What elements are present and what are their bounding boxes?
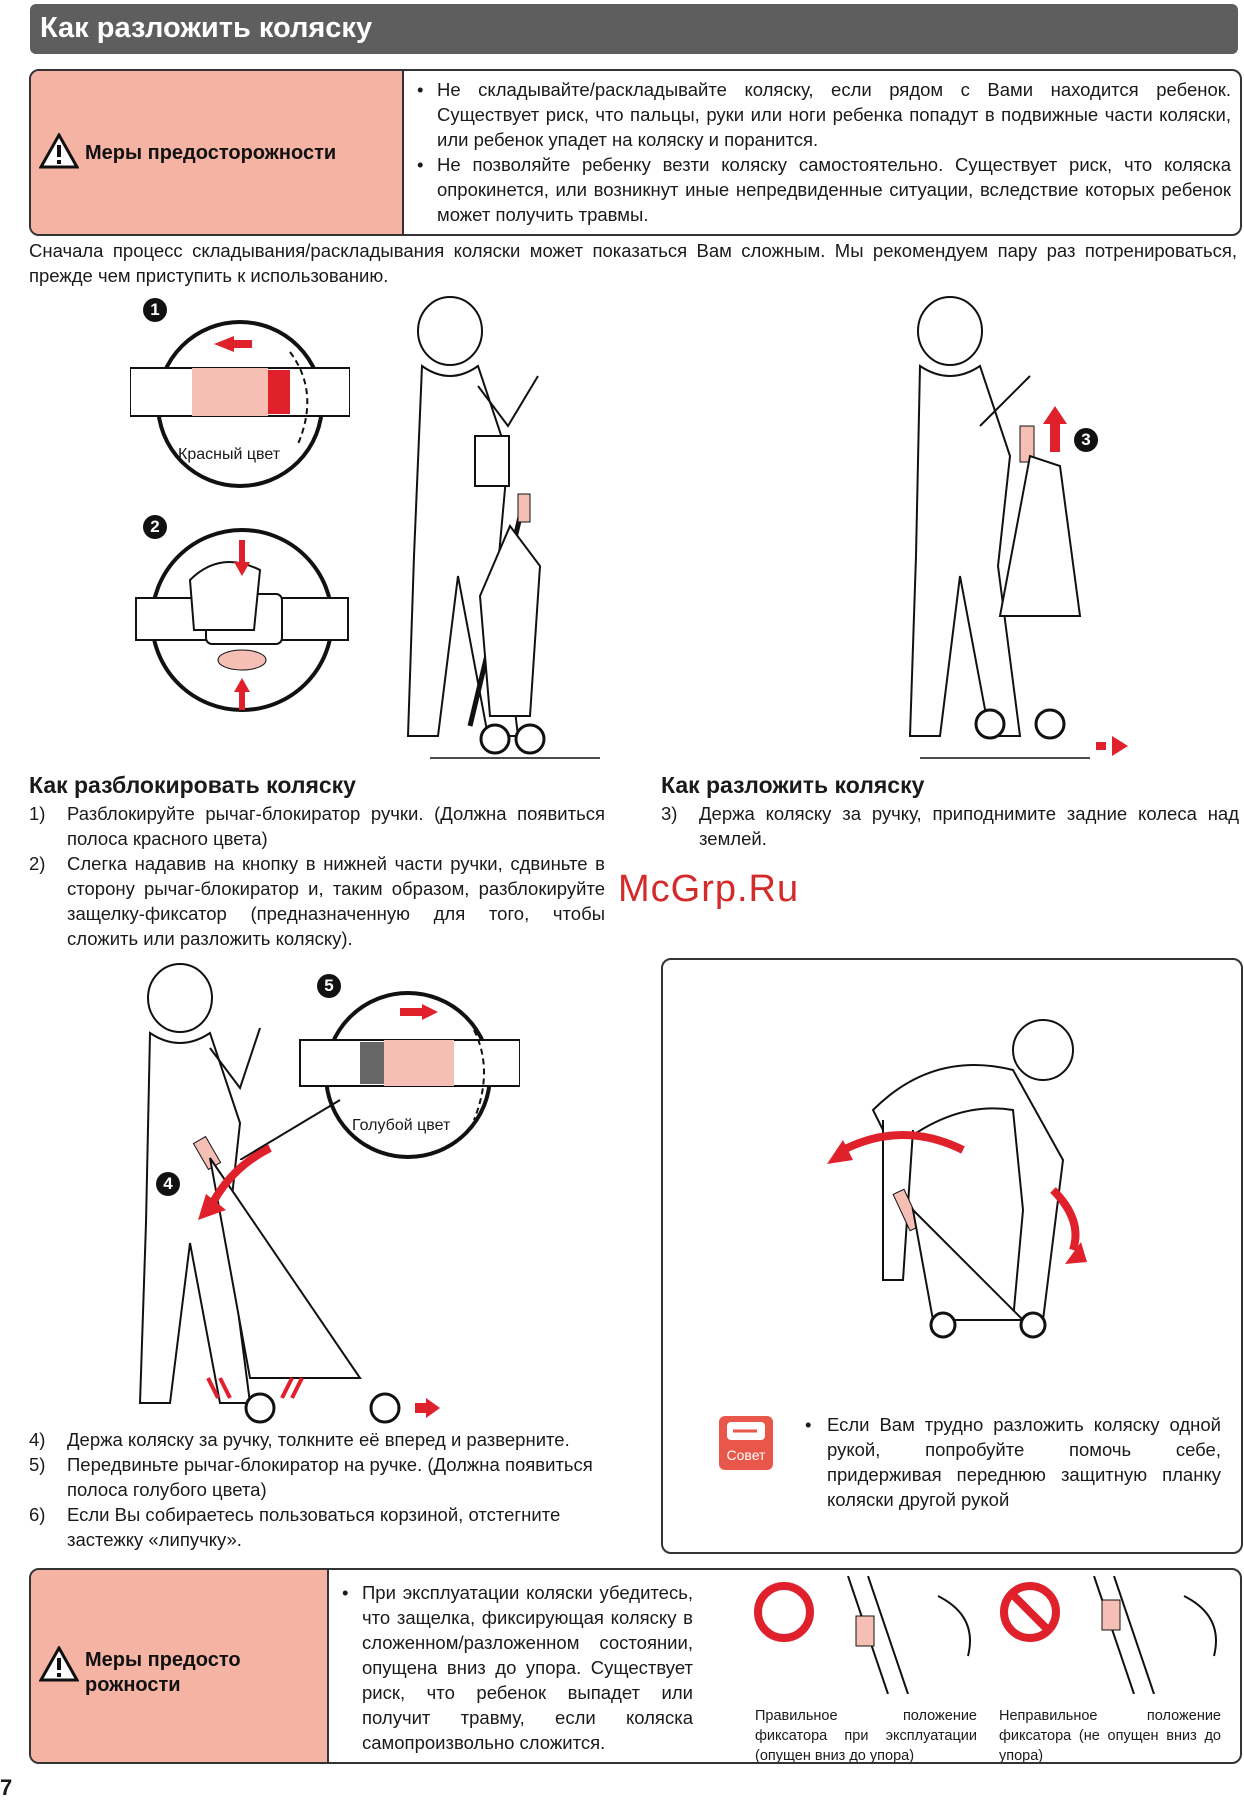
step-number: 4) bbox=[29, 1429, 46, 1450]
caution-item: • При эксплуатации коляски убедитесь, что защелка, фиксирующая коляску в сложенном/разложенном состоянии, опущена вниз до упора. Существует риск, что ребенок выпадет или получит травму, если коляска самопроизвольно сложится. bbox=[336, 1580, 693, 1755]
intro-text: Сначала процесс складывания/раскладывания коляски может показаться Вам сложным. Мы рекомендуем пару раз потренироваться, прежде чем приступить к использованию. bbox=[29, 240, 1237, 286]
caution-list bbox=[336, 1580, 693, 1755]
step-text: Слегка надавив на кнопку в нижней части ручки, сдвиньте в сторону рычаг-блокиратор и, таким образом, разблокируйте защелку-фиксатор (предназначенную для того, чтобы сложить или разложить коляску). bbox=[67, 853, 605, 949]
step-number: 6) bbox=[29, 1504, 46, 1525]
wrong-position-figure bbox=[994, 1576, 1234, 1694]
tip-box bbox=[661, 958, 1243, 1554]
step-1-marker: 1 bbox=[143, 298, 167, 322]
correct-position-figure bbox=[748, 1576, 988, 1694]
person-bending-stroller-figure bbox=[813, 990, 1113, 1340]
caution-label: Меры предосторожности bbox=[85, 142, 337, 164]
page-number: 7 bbox=[0, 1775, 13, 1800]
red-band-label: Красный цвет bbox=[178, 446, 281, 463]
pointing-hand-icon bbox=[719, 1416, 773, 1446]
caution-item: • Не складывайте/раскладывайте коляску, если рядом с Вами находится ребенок. Существует риск, что пальцы, руки или ноги ребенка попадут в подвижные части коляски, или ребенок упадет на коляску и поранится. bbox=[411, 77, 1231, 152]
tip-text: Если Вам трудно разложить коляску одной рукой, попробуйте помочь себе, придерживая переднюю защитную планку коляски другой рукой bbox=[827, 1414, 1221, 1510]
step-number: 2) bbox=[29, 853, 46, 874]
warning-icon bbox=[39, 133, 79, 169]
page-title-bar bbox=[30, 4, 1238, 54]
wrong-position-caption: Неправильное положение фиксатора (не опущен вниз до упора) bbox=[999, 1708, 1221, 1764]
step-number: 3) bbox=[661, 803, 678, 824]
step-text: Держа коляску за ручку, приподнимите задние колеса над землей. bbox=[699, 803, 1239, 849]
tip-item bbox=[801, 1412, 1221, 1512]
step-text: Передвиньте рычаг-блокиратор на ручке. (Должна появиться полоса голубого цвета) bbox=[67, 1454, 593, 1500]
step-3-marker: 3 bbox=[1074, 428, 1098, 452]
step-2-marker: 2 bbox=[143, 515, 167, 539]
caution-item: • Не позволяйте ребенку везти коляску самостоятельно. Существует риск, что коляска опрокинется, или возникнут иные непредвиденные ситуации, вследствие которых ребенок может получить травмы. bbox=[411, 152, 1231, 227]
step-item bbox=[29, 1502, 619, 1552]
watermark-text: McGrp.Ru bbox=[618, 868, 800, 910]
button-press-detail-figure bbox=[130, 520, 360, 720]
caution-label-line: рожности bbox=[85, 1674, 181, 1696]
step-number: 5) bbox=[29, 1454, 46, 1475]
step-item bbox=[29, 1427, 619, 1452]
tip-list bbox=[801, 1412, 1221, 1512]
step-4-marker: 4 bbox=[156, 1172, 180, 1196]
caution-list bbox=[411, 77, 1231, 227]
blue-band-label: Голубой цвет bbox=[352, 1117, 451, 1134]
tip-badge-label: Совет bbox=[726, 1447, 766, 1463]
step-text: Держа коляску за ручку, толкните её вперед и разверните. bbox=[67, 1429, 570, 1450]
step-number: 1) bbox=[29, 803, 46, 824]
correct-position-caption: Правильное положение фиксатора при эксплуатации (опущен вниз до упора) bbox=[755, 1708, 977, 1764]
caution-label bbox=[85, 1648, 241, 1698]
step-item bbox=[661, 801, 1239, 851]
step-item bbox=[29, 801, 605, 851]
handle-lock-detail-figure bbox=[130, 320, 350, 492]
tip-badge bbox=[719, 1416, 773, 1470]
unfold-steps bbox=[661, 801, 1239, 851]
step-item bbox=[29, 1452, 619, 1502]
step-text: Разблокируйте рычаг-блокиратор ручки. (Должна появиться полоса красного цвета) bbox=[67, 803, 605, 849]
lower-steps bbox=[29, 1427, 619, 1552]
caution-label-line: Меры предосто bbox=[85, 1649, 241, 1671]
unlock-heading: Как разблокировать коляску bbox=[29, 772, 356, 798]
unlock-steps bbox=[29, 801, 605, 951]
caution-box-bottom bbox=[29, 1568, 1242, 1764]
step-text: Если Вы собираетесь пользоваться корзиной, отстегните застежку «липучку». bbox=[67, 1504, 561, 1550]
page-title: Как разложить коляску bbox=[40, 12, 373, 44]
person-with-folded-stroller-figure bbox=[400, 296, 600, 766]
warning-icon bbox=[39, 1646, 79, 1682]
caution-box-top bbox=[29, 69, 1242, 236]
unfold-heading: Как разложить коляску bbox=[661, 772, 925, 798]
bullet: • bbox=[805, 1414, 812, 1435]
person-lifting-stroller-figure bbox=[890, 296, 1150, 766]
step-item bbox=[29, 851, 605, 951]
step-5-marker: 5 bbox=[317, 974, 341, 998]
